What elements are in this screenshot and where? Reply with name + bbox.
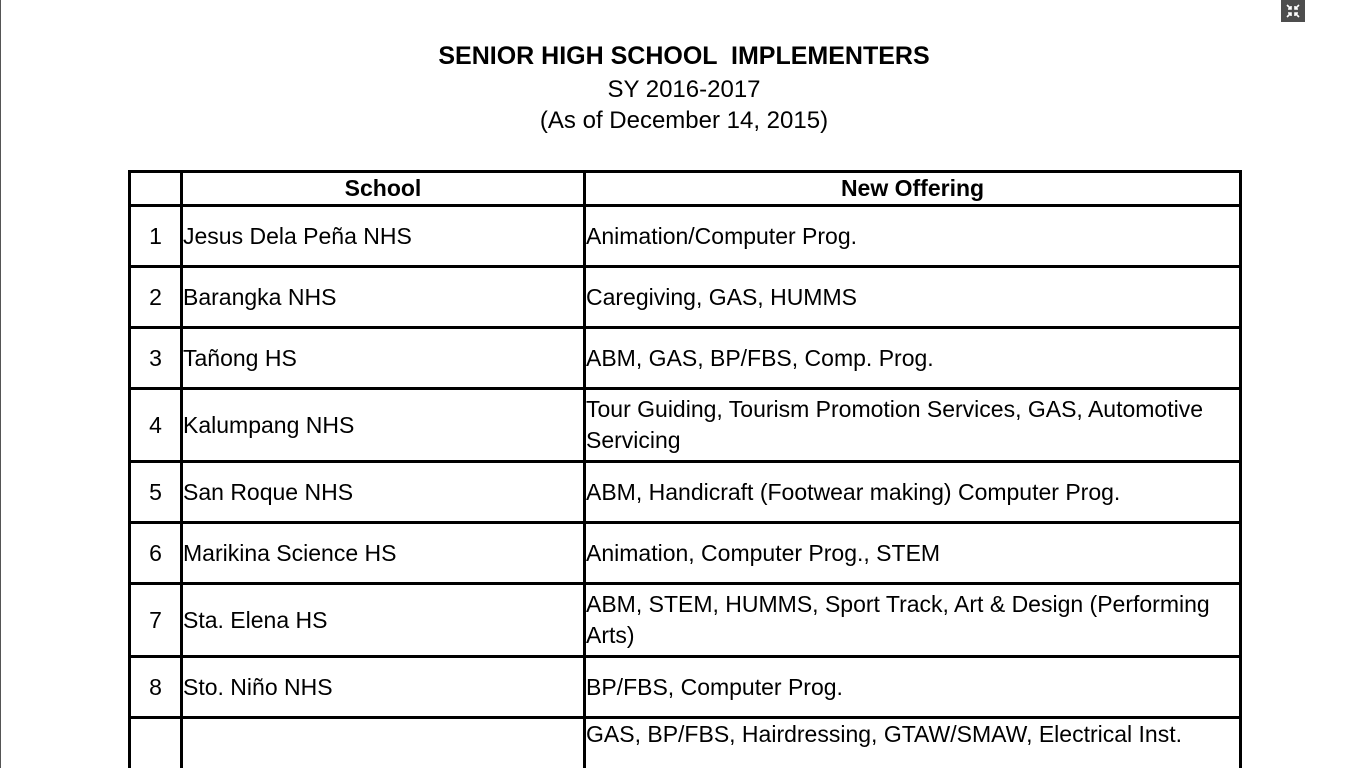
table-row xyxy=(130,206,1241,267)
row-number: 6 xyxy=(130,523,182,584)
table-row xyxy=(130,462,1241,523)
table-row xyxy=(130,718,1241,768)
new-offering: Animation, Computer Prog., STEM xyxy=(585,523,1241,584)
row-number: 5 xyxy=(130,462,182,523)
school-name: Kalumpang NHS xyxy=(182,389,585,462)
school-name: Barangka NHS xyxy=(182,267,585,328)
school-name: Tañong HS xyxy=(182,328,585,389)
school-name: Sto. Niño NHS xyxy=(182,657,585,718)
school-name: Sta. Elena HS xyxy=(182,584,585,657)
new-offering: ABM, Handicraft (Footwear making) Computer Prog. xyxy=(585,462,1241,523)
school-year: SY 2016-2017 xyxy=(607,76,761,103)
school-name: San Roque NHS xyxy=(182,462,585,523)
new-offering: ABM, GAS, BP/FBS, Comp. Prog. xyxy=(585,328,1241,389)
implementers-table xyxy=(128,170,1242,768)
table-row xyxy=(130,267,1241,328)
new-offering: ABM, STEM, HUMMS, Sport Track, Art & Design (Performing Arts) xyxy=(585,584,1241,657)
row-number: 8 xyxy=(130,657,182,718)
table-row xyxy=(130,584,1241,657)
row-number: 3 xyxy=(130,328,182,389)
table-row xyxy=(130,328,1241,389)
new-offering: Tour Guiding, Tourism Promotion Services, GAS, Automotive Servicing xyxy=(585,389,1241,462)
exit-fullscreen-button[interactable] xyxy=(1281,0,1305,22)
column-header-school: School xyxy=(182,172,585,206)
new-offering: Caregiving, GAS, HUMMS xyxy=(585,267,1241,328)
row-number: 7 xyxy=(130,584,182,657)
table-row xyxy=(130,523,1241,584)
new-offering: BP/FBS, Computer Prog. xyxy=(585,657,1241,718)
column-header-new-offering: New Offering xyxy=(585,172,1241,206)
table-header-row xyxy=(130,172,1241,206)
as-of-date: (As of December 14, 2015) xyxy=(539,107,829,134)
new-offering: GAS, BP/FBS, Hairdressing, GTAW/SMAW, Electrical Inst. xyxy=(585,718,1241,768)
new-offering: Animation/Computer Prog. xyxy=(585,206,1241,267)
row-number: 2 xyxy=(130,267,182,328)
row-number xyxy=(130,718,182,768)
school-name: Marikina Science HS xyxy=(182,523,585,584)
school-name: Jesus Dela Peña NHS xyxy=(182,206,585,267)
exit-fullscreen-icon xyxy=(1286,4,1300,18)
table-row xyxy=(130,657,1241,718)
document-title: SENIOR HIGH SCHOOL IMPLEMENTERS xyxy=(438,42,930,70)
school-name xyxy=(182,718,585,768)
table-row xyxy=(130,389,1241,462)
column-header-number xyxy=(130,172,182,206)
row-number: 1 xyxy=(130,206,182,267)
row-number: 4 xyxy=(130,389,182,462)
